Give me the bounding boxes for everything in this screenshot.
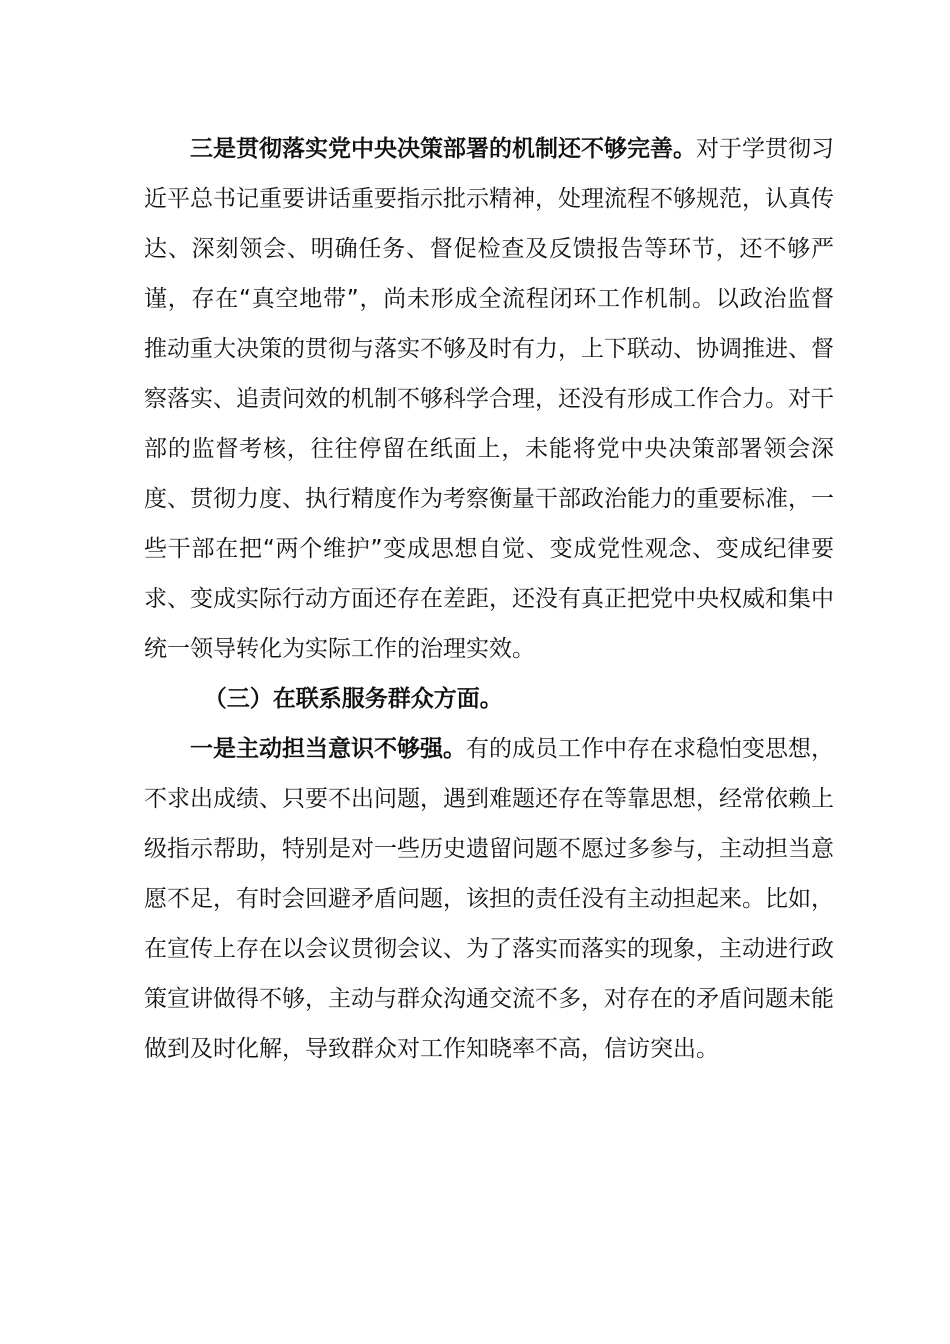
paragraph-body-responsibility: 有的成员工作中存在求稳怕变思想，不求出成绩、只要不出问题，遇到难题还存在等靠思想，经常依赖上级指示帮助，特别是对一些历史遗留问题不愿过多参与，主动担当意愿不足，有时会回避矛盾问题，该担的责任没有主动担起来。比如，在宣传上存在以会议贯彻会议、为了落实而落实的现象，主动进行政策宣讲做得不够，主动与群众沟通交流不多，对存在的矛盾问题未能做到及时化解，导致群众对工作知晓率不高，信访突出。 <box>144 736 834 1062</box>
paragraph-lead-responsibility: 一是主动担当意识不够强。 <box>190 736 466 762</box>
paragraph-lead-mechanism: 三是贯彻落实党中央决策部署的机制还不够完善。 <box>190 136 696 162</box>
paragraph-responsibility <box>144 724 834 1074</box>
document-body <box>144 124 834 1074</box>
paragraph-mechanism <box>144 124 834 674</box>
paragraph-body-mechanism: 对于学贯彻习近平总书记重要讲话重要指示批示精神，处理流程不够规范，认真传达、深刻领会、明确任务、督促检查及反馈报告等环节，还不够严谨，存在“真空地带”，尚未形成全流程闭环工作机制。以政治监督推动重大决策的贯彻与落实不够及时有力，上下联动、协调推进、督察落实、追责问效的机制不够科学合理，还没有形成工作合力。对干部的监督考核，往往停留在纸面上，未能将党中央决策部署领会深度、贯彻力度、执行精度作为考察衡量干部政治能力的重要标准，一些干部在把“两个维护”变成思想自觉、变成党性观念、变成纪律要求、变成实际行动方面还存在差距，还没有真正把党中央权威和集中统一领导转化为实际工作的治理实效。 <box>144 136 834 662</box>
section-heading: （三）在联系服务群众方面。 <box>203 686 503 712</box>
